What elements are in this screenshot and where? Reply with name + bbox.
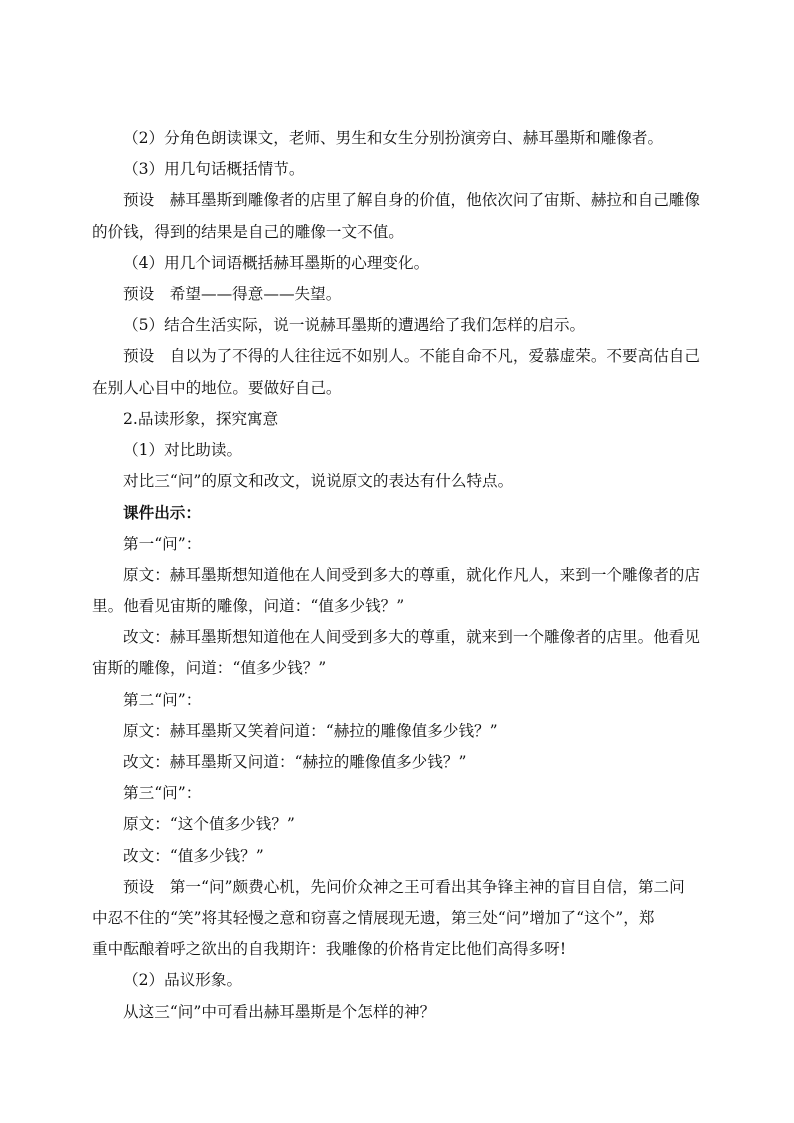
paragraph-line: 第三“问”： xyxy=(123,784,202,803)
paragraph-line: 中忍不住的“笑”将其轻慢之意和窃喜之情展现无遗，第三处“问”增加了“这个”，郑 xyxy=(92,909,655,928)
paragraph-line: 里。他看见宙斯的雕像，问道：“值多少钱？” xyxy=(92,597,405,616)
section-heading: 2.品读形象，探究寓意 xyxy=(123,409,279,428)
courseware-label: 课件出示： xyxy=(123,503,201,523)
paragraph-line: 第一“问”： xyxy=(123,534,202,553)
paragraph-line: 宙斯的雕像，问道：“值多少钱？” xyxy=(92,659,327,678)
paragraph-line: 的价钱，得到的结果是自己的雕像一文不值。 xyxy=(92,222,404,241)
paragraph-line: 改文：赫耳墨斯又问道：“赫拉的雕像值多少钱？” xyxy=(123,753,467,772)
paragraph-line: 在别人心目中的地位。要做好自己。 xyxy=(92,378,342,397)
paragraph-line: （2）分角色朗读课文，老师、男生和女生分别扮演旁白、赫耳墨斯和雕像者。 xyxy=(123,129,664,147)
paragraph-line: （4）用几个词语概括赫耳墨斯的心理变化。 xyxy=(123,253,430,272)
paragraph-line: （1）对比助读。 xyxy=(123,441,243,460)
paragraph-line: 预设 赫耳墨斯到雕像者的店里了解自身的价值，他依次问了宙斯、赫拉和自己雕像 xyxy=(123,191,700,210)
paragraph-line: 预设 第一“问”颇费心机，先问价众神之王可看出其争锋主神的盲目自信，第二问 xyxy=(123,877,685,896)
paragraph-line: （5）结合生活实际，说一说赫耳墨斯的遭遇给了我们怎样的启示。 xyxy=(123,316,586,335)
paragraph-line: 原文：赫耳墨斯想知道他在人间受到多大的尊重，就化作凡人，来到一个雕像者的店 xyxy=(123,565,700,584)
paragraph-line: （3）用几句话概括情节。 xyxy=(123,160,305,179)
paragraph-line: 预设 希望——得意——失望。 xyxy=(123,285,342,304)
paragraph-line: （2）品议形象。 xyxy=(123,971,243,990)
paragraph-line: 改文：赫耳墨斯想知道他在人间受到多大的尊重，就来到一个雕像者的店里。他看见 xyxy=(123,628,700,647)
paragraph-line: 重中酝酿着呼之欲出的自我期许：我雕像的价格肯定比他们高得多呀! xyxy=(92,940,567,959)
paragraph-line: 改文：“值多少钱？” xyxy=(123,846,264,865)
paragraph-line: 从这三“问”中可看出赫耳墨斯是个怎样的神？ xyxy=(123,1002,436,1021)
paragraph-line: 原文：“这个值多少钱？” xyxy=(123,815,295,834)
document-page xyxy=(92,123,720,1028)
paragraph-line: 预设 自以为了不得的人往往远不如别人。不能自命不凡，爱慕虚荣。不要高估自己 xyxy=(123,347,700,366)
paragraph-line: 原文：赫耳墨斯又笑着问道：“赫拉的雕像值多少钱？” xyxy=(123,721,498,740)
paragraph-line: 对比三“问”的原文和改文，说说原文的表达有什么特点。 xyxy=(123,472,514,491)
paragraph-line: 第二“问”： xyxy=(123,690,202,709)
